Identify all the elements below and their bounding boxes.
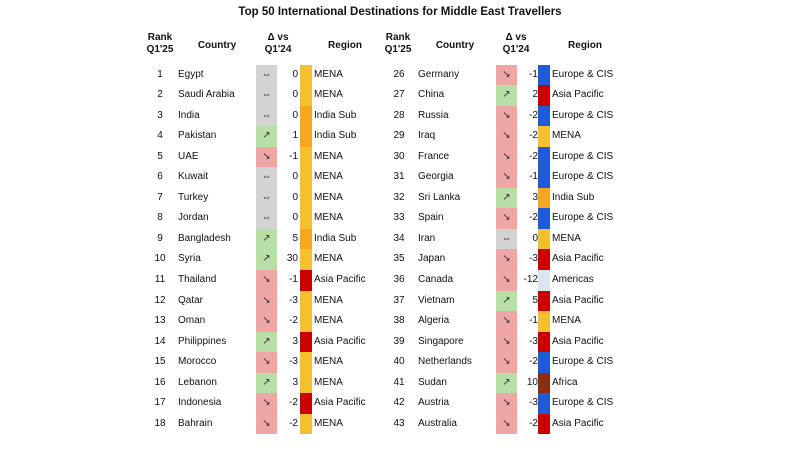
delta-arrow-icon: ↗	[256, 249, 277, 270]
chart-title: Top 50 International Destinations for Middle East Travellers	[238, 6, 562, 18]
header-country-right: Country	[435, 40, 475, 51]
table-row	[0, 85, 800, 106]
table-row	[0, 414, 800, 435]
region-cell: MENA	[314, 315, 343, 327]
region-cell: Asia Pacific	[552, 89, 604, 101]
country-cell: Spain	[418, 212, 444, 224]
delta-arrow-icon: ↗	[256, 126, 277, 147]
rank-cell: 17	[154, 397, 166, 409]
delta-value: -3	[529, 397, 538, 409]
region-color-bar	[538, 188, 550, 209]
delta-value: -2	[529, 212, 538, 224]
delta-arrow-icon: ↘	[496, 126, 517, 147]
country-cell: Canada	[418, 274, 454, 285]
delta-value: -3	[289, 294, 298, 306]
region-cell: Asia Pacific	[552, 253, 604, 265]
delta-value: 3	[292, 376, 298, 388]
country-cell: Netherlands	[418, 356, 472, 368]
rank-cell: 36	[393, 274, 405, 285]
country-cell: Iran	[418, 232, 436, 244]
region-color-bar	[538, 106, 550, 127]
delta-arrow-icon: ⇔	[256, 167, 277, 188]
delta-arrow-icon: ⇔	[256, 85, 277, 106]
delta-arrow-icon: ↘	[496, 106, 517, 127]
header-region-left: Region	[328, 40, 362, 51]
region-color-bar	[538, 332, 550, 353]
country-cell: Oman	[178, 315, 206, 327]
table-row	[0, 188, 800, 209]
table-row	[0, 167, 800, 188]
delta-arrow-icon: ↘	[256, 352, 277, 373]
delta-arrow-icon: ↗	[496, 188, 517, 209]
delta-value: -3	[529, 335, 538, 347]
delta-arrow-icon: ↗	[496, 373, 517, 394]
rank-cell: 42	[393, 397, 405, 409]
delta-arrow-icon: ↗	[496, 291, 517, 312]
region-cell: Europe & CIS	[552, 397, 614, 409]
rank-cell: 18	[154, 417, 166, 429]
rank-cell: 30	[393, 150, 405, 162]
delta-value: 0	[292, 212, 298, 224]
delta-arrow-icon: ↘	[496, 167, 517, 188]
delta-value: -2	[529, 150, 538, 162]
delta-value: 0	[292, 109, 298, 121]
table-row	[0, 373, 800, 394]
region-cell: Asia Pacific	[314, 335, 366, 347]
rank-cell: 4	[157, 130, 163, 142]
rank-cell: 39	[393, 335, 405, 347]
region-color-bar	[538, 229, 550, 250]
region-cell: MENA	[314, 212, 343, 224]
delta-value: -12	[523, 274, 538, 285]
country-cell: Georgia	[418, 171, 454, 183]
country-cell: China	[418, 89, 445, 101]
delta-arrow-icon: ↘	[496, 270, 517, 291]
region-cell: MENA	[314, 89, 343, 101]
country-cell: Jordan	[178, 212, 209, 224]
delta-value: -2	[289, 315, 298, 327]
country-cell: India	[178, 109, 200, 121]
delta-value: -2	[289, 417, 298, 429]
region-color-bar	[538, 270, 550, 291]
delta-value: -2	[529, 130, 538, 142]
region-cell: MENA	[552, 315, 581, 327]
region-cell: MENA	[314, 191, 343, 203]
country-cell: Algeria	[418, 315, 450, 327]
country-cell: France	[418, 150, 450, 162]
rank-cell: 9	[157, 232, 163, 244]
delta-value: 0	[292, 68, 298, 80]
region-cell: India Sub	[314, 232, 357, 244]
delta-value: -1	[529, 315, 538, 327]
rank-cell: 7	[157, 191, 163, 203]
region-color-bar	[538, 85, 550, 106]
table-row	[0, 65, 800, 86]
region-cell: MENA	[314, 150, 343, 162]
header-rank-left: Rank Q1'25	[146, 32, 174, 55]
table-row	[0, 332, 800, 353]
country-cell: Turkey	[178, 191, 209, 203]
region-cell: Asia Pacific	[552, 335, 604, 347]
delta-arrow-icon: ⇔	[256, 106, 277, 127]
region-cell: Europe & CIS	[552, 68, 614, 80]
rank-cell: 15	[154, 356, 166, 368]
region-cell: Asia Pacific	[314, 397, 366, 409]
delta-arrow-icon: ⇔	[256, 65, 277, 86]
region-color-bar	[538, 311, 550, 332]
delta-value: 0	[292, 89, 298, 101]
rank-cell: 38	[393, 315, 405, 327]
country-cell: Philippines	[178, 335, 227, 347]
rank-cell: 13	[154, 315, 166, 327]
country-cell: UAE	[178, 150, 199, 162]
delta-value: 5	[292, 232, 298, 244]
region-color-bar	[538, 373, 550, 394]
country-cell: Morocco	[178, 356, 217, 368]
region-cell: Europe & CIS	[552, 109, 614, 121]
delta-arrow-icon: ↘	[496, 208, 517, 229]
delta-value: -2	[529, 109, 538, 121]
country-cell: Pakistan	[178, 130, 217, 142]
table-row	[0, 126, 800, 147]
region-cell: MENA	[314, 253, 343, 265]
region-cell: MENA	[314, 376, 343, 388]
delta-arrow-icon: ↗	[256, 229, 277, 250]
delta-value: -2	[289, 397, 298, 409]
delta-value: 1	[292, 130, 298, 142]
country-cell: Bangladesh	[178, 232, 231, 244]
region-cell: Europe & CIS	[552, 212, 614, 224]
delta-arrow-icon: ⇔	[496, 229, 517, 250]
country-cell: Egypt	[178, 68, 204, 80]
rank-cell: 3	[157, 109, 163, 121]
rank-cell: 35	[393, 253, 405, 265]
rank-cell: 41	[393, 376, 405, 388]
delta-value: 0	[292, 191, 298, 203]
delta-value: 0	[532, 232, 538, 244]
delta-value: 0	[292, 171, 298, 183]
country-cell: Lebanon	[178, 376, 217, 388]
country-cell: Germany	[418, 68, 460, 80]
region-color-bar	[538, 126, 550, 147]
country-cell: Sudan	[418, 376, 447, 388]
table-row	[0, 393, 800, 414]
delta-value: -3	[529, 253, 538, 265]
delta-arrow-icon: ↘	[496, 311, 517, 332]
delta-value: -1	[289, 274, 298, 285]
region-color-bar	[538, 352, 550, 373]
delta-value: 5	[532, 294, 538, 306]
delta-arrow-icon: ↘	[256, 393, 277, 414]
delta-arrow-icon: ↘	[496, 414, 517, 435]
rank-cell: 32	[393, 191, 405, 203]
delta-arrow-icon: ↗	[496, 85, 517, 106]
delta-value: -3	[289, 356, 298, 368]
table-row	[0, 352, 800, 373]
country-cell: Bahrain	[178, 417, 213, 429]
region-cell: MENA	[552, 130, 581, 142]
region-cell: India Sub	[552, 191, 595, 203]
table-row	[0, 147, 800, 168]
country-cell: Singapore	[418, 335, 464, 347]
table-row	[0, 270, 800, 291]
delta-value: -2	[529, 356, 538, 368]
delta-value: 2	[532, 89, 538, 101]
delta-value: -2	[529, 417, 538, 429]
rank-cell: 16	[154, 376, 166, 388]
region-color-bar	[538, 167, 550, 188]
region-cell: Asia Pacific	[314, 274, 366, 285]
region-cell: India Sub	[314, 130, 357, 142]
delta-arrow-icon: ↘	[256, 414, 277, 435]
delta-value: 3	[532, 191, 538, 203]
region-color-bar	[538, 291, 550, 312]
table-row	[0, 311, 800, 332]
header-rank-right: Rank Q1'25	[384, 32, 412, 55]
delta-arrow-icon: ↘	[496, 65, 517, 86]
header-delta-right: Δ vs Q1'24	[502, 32, 530, 55]
country-cell: Austria	[418, 397, 450, 409]
delta-value: -1	[529, 68, 538, 80]
region-cell: MENA	[314, 171, 343, 183]
country-cell: Iraq	[418, 130, 436, 142]
region-cell: MENA	[314, 417, 343, 429]
delta-value: -1	[529, 171, 538, 183]
rank-cell: 28	[393, 109, 405, 121]
country-cell: Japan	[418, 253, 446, 265]
region-cell: MENA	[314, 356, 343, 368]
country-cell: Saudi Arabia	[178, 89, 235, 101]
header-region-right: Region	[568, 40, 602, 51]
region-color-bar	[538, 147, 550, 168]
rank-cell: 26	[393, 68, 405, 80]
country-cell: Vietnam	[418, 294, 455, 306]
country-cell: Thailand	[178, 274, 217, 285]
country-cell: Russia	[418, 109, 449, 121]
table-row	[0, 208, 800, 229]
rank-cell: 2	[157, 89, 163, 101]
delta-arrow-icon: ↘	[496, 249, 517, 270]
region-cell: India Sub	[314, 109, 357, 121]
country-cell: Qatar	[178, 294, 204, 306]
rank-cell: 1	[157, 68, 163, 80]
region-cell: Africa	[552, 376, 578, 388]
rank-cell: 33	[393, 212, 405, 224]
region-color-bar	[538, 249, 550, 270]
rank-cell: 5	[157, 150, 163, 162]
rank-cell: 8	[157, 212, 163, 224]
region-cell: Asia Pacific	[552, 417, 604, 429]
country-cell: Australia	[418, 417, 457, 429]
delta-value: 30	[286, 253, 298, 265]
delta-arrow-icon: ⇔	[256, 188, 277, 209]
delta-value: 3	[292, 335, 298, 347]
region-color-bar	[538, 393, 550, 414]
delta-value: 10	[526, 376, 538, 388]
table-row	[0, 249, 800, 270]
country-cell: Syria	[178, 253, 201, 265]
delta-arrow-icon: ↘	[496, 147, 517, 168]
table-row	[0, 106, 800, 127]
rank-cell: 10	[154, 253, 166, 265]
region-cell: Europe & CIS	[552, 150, 614, 162]
delta-arrow-icon: ↘	[496, 352, 517, 373]
region-cell: Americas	[552, 274, 594, 285]
country-cell: Kuwait	[178, 171, 209, 183]
rank-cell: 43	[393, 417, 405, 429]
table-row	[0, 291, 800, 312]
region-cell: Europe & CIS	[552, 356, 614, 368]
region-cell: Europe & CIS	[552, 171, 614, 183]
rank-cell: 34	[393, 232, 405, 244]
region-cell: Asia Pacific	[552, 294, 604, 306]
rank-cell: 31	[393, 171, 405, 183]
rank-cell: 6	[157, 171, 163, 183]
delta-value: -1	[289, 150, 298, 162]
delta-arrow-icon: ↘	[496, 332, 517, 353]
region-cell: MENA	[552, 232, 581, 244]
delta-arrow-icon: ↘	[256, 291, 277, 312]
delta-arrow-icon: ↘	[496, 393, 517, 414]
rank-cell: 14	[154, 335, 166, 347]
delta-arrow-icon: ⇔	[256, 208, 277, 229]
header-country-left: Country	[197, 40, 237, 51]
region-color-bar	[538, 208, 550, 229]
rank-cell: 11	[154, 274, 166, 285]
rank-cell: 29	[393, 130, 405, 142]
rank-cell: 12	[154, 294, 166, 306]
region-color-bar	[538, 65, 550, 86]
country-cell: Sri Lanka	[418, 191, 461, 203]
delta-arrow-icon: ↘	[256, 270, 277, 291]
country-cell: Indonesia	[178, 397, 222, 409]
rank-cell: 27	[393, 89, 405, 101]
header-delta-left: Δ vs Q1'24	[264, 32, 292, 55]
region-cell: MENA	[314, 68, 343, 80]
delta-arrow-icon: ↘	[256, 147, 277, 168]
delta-arrow-icon: ↗	[256, 332, 277, 353]
rank-cell: 37	[393, 294, 405, 306]
delta-arrow-icon: ↘	[256, 311, 277, 332]
region-color-bar	[538, 414, 550, 435]
table-row	[0, 229, 800, 250]
delta-arrow-icon: ↗	[256, 373, 277, 394]
rank-cell: 40	[393, 356, 405, 368]
region-cell: MENA	[314, 294, 343, 306]
